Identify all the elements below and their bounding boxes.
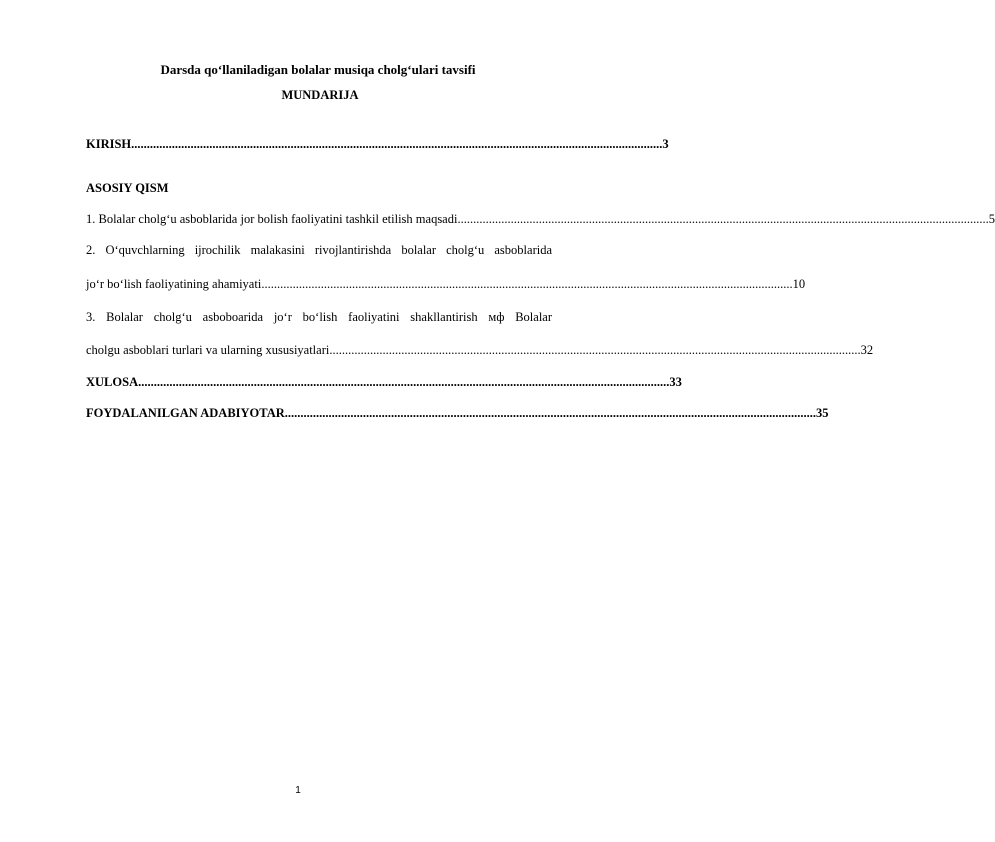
toc-entry-3-line-1[interactable]	[86, 309, 552, 325]
toc-entry-asosiy-qism[interactable]	[86, 180, 552, 196]
toc-entry-label: XULOSA	[86, 375, 139, 389]
toc-entry-1[interactable]	[86, 211, 995, 227]
toc-entry-kirish[interactable]	[86, 136, 669, 152]
toc-entry-label: FOYDALANILGAN ADABIYOTAR	[86, 406, 285, 420]
toc-entry-label: cholgu asboblari turlari va ularning xususiyatlari	[86, 343, 330, 357]
toc-entry-label: ASOSIY QISM	[86, 181, 169, 195]
toc-page-number: 35	[816, 406, 829, 420]
toc-entry-label: jo‘r bo‘lish faoliyatining ahamiyati	[86, 277, 262, 291]
toc-entry-label: 3. Bolalar cholg‘u asboboarida jo‘r bo‘lish faoliyatini shakllantirish мф Bolalar	[86, 310, 552, 324]
dot-leader: ..........................................................................................................................................................................	[131, 137, 663, 151]
toc-page-number: 10	[792, 277, 806, 291]
toc-entry-3-line-2[interactable]	[86, 342, 874, 358]
dot-leader: ..........................................................................................................................................................................	[457, 212, 989, 226]
toc-entry-adabiyotlar[interactable]	[86, 405, 829, 421]
toc-page-number: 32	[860, 343, 874, 357]
dot-leader: ..........................................................................................................................................................................	[329, 343, 861, 357]
dot-leader: ..........................................................................................................................................................................	[261, 277, 793, 291]
toc-entry-label: 1. Bolalar cholg‘u asboblarida jor bolish faoliyatini tashkil etilish maqsadi	[86, 212, 458, 226]
toc-entry-2-line-1[interactable]	[86, 242, 552, 258]
toc-heading: MUNDARIJA	[281, 88, 359, 102]
toc-entry-label: KIRISH	[86, 137, 132, 151]
toc-page-number: 33	[669, 375, 682, 389]
toc-page-number: 5	[988, 212, 995, 226]
toc-entry-2-line-2[interactable]	[86, 276, 806, 292]
document-title: Darsda qo‘llaniladigan bolalar musiqa cholg‘ulari tavsifi	[160, 62, 476, 77]
dot-leader: ..........................................................................................................................................................................	[138, 375, 670, 389]
toc-entry-xulosa[interactable]	[86, 374, 682, 390]
dot-leader: ..........................................................................................................................................................................	[284, 406, 816, 420]
toc-page-number: 3	[662, 137, 669, 151]
toc-entry-label: 2. O‘quvchlarning ijrochilik malakasini rivojlantirishda bolalar cholg‘u asboblarida	[86, 243, 552, 257]
page-number: 1	[295, 785, 301, 796]
